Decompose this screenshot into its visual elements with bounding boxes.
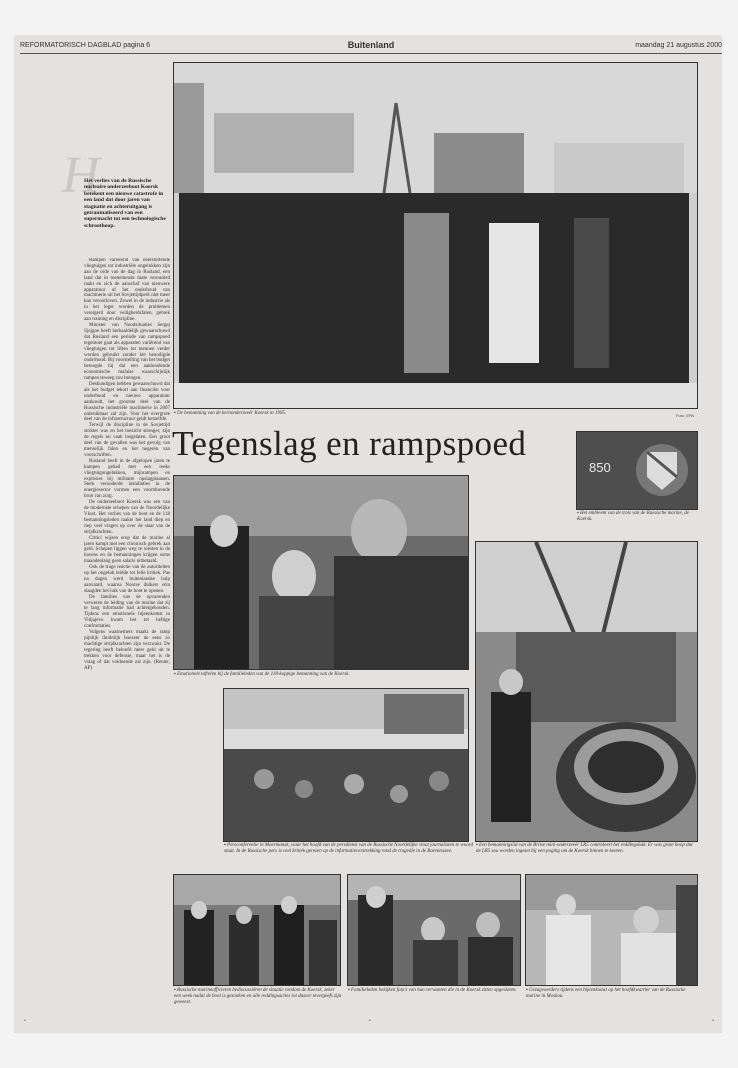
crew-photo-caption: ▪ De bemanning van de kernonderzeeër Koersk in 1995.	[174, 411, 287, 416]
drop-cap: H	[62, 147, 100, 204]
article-paragraph: Volgens waarnemers maakt de ramp pijnlijk duidelijk hoezeer de eens zo machtige strijdkrachten zijn verzwakt. De regering heeft beloofd meer geld uit te trekken voor defensie, maar het is de vraag of dat voldoende zal zijn. (Reuter, AP)	[84, 630, 170, 671]
page-header	[20, 40, 722, 54]
header-section: Buitenland	[347, 40, 395, 50]
header-paper-name: REFORMATORISCH DAGBLAD pagina 6	[20, 42, 151, 49]
crew-photo-image	[174, 63, 697, 408]
article-paragraph: Minister van Noodsituaties Sergej Sjojgoe heeft herhaaldelijk gewaarschuwd dat Rusland een periode van rampspoed tegemoet gaat als apparaten variërend van vliegtuigen tot liften tot mennen verder worden gebruikt zonder het benodigde onderhoud. Bij voorstelling van het budget betoogde hij dat een aanhoudende economische malaise waarschijnlijk rampen teweeg zou brengen.	[84, 322, 170, 382]
article-paragraph: Ook de trage reactie van de autoriteiten op het ongeluk leidde tot felle kritiek. Pas na dagen werd buitenlandse hulp aanvaard, waarna Noorse duikers erin slaagden het luik van de boot te openen.	[84, 565, 170, 594]
sailors-image	[526, 875, 697, 985]
footer-mark-right: •	[712, 1018, 714, 1024]
relatives-image	[174, 476, 468, 669]
footer-mark-center: •	[369, 1018, 371, 1024]
relatives-caption-text: Emotionele tafrelen bij de familieleden van de 118-koppige bemanning van de Koersk.	[177, 672, 350, 677]
emblem-photo	[576, 431, 698, 510]
article-body	[84, 258, 170, 1020]
press-caption-text: Persconferentie in Moermansk, waar het hoofd van de persdienst van de Russische Noordelijke vloot journalisten te woord staat. In de Russische pers is veel kritiek gerezen op de informatieverstrekking rond de tragedie in de Barentszzee.	[224, 843, 473, 854]
relatives-caption: ▪ Emotionele tafrelen bij de familieleden van de 118-koppige bemanning van de Koersk.	[174, 672, 350, 677]
emblem-hull-number: 850	[589, 460, 611, 475]
footer-mark-left: •	[24, 1018, 26, 1024]
lr5-caption-text: Een bemanningslid van de Britse mini-onderzeeër LR5 controleert het reddingsluik. Er was grote hoop dat de LR5 zou worden ingezet bij een poging om de Koersk binnen te komen.	[476, 843, 693, 854]
sailors-photo	[525, 874, 698, 986]
article-paragraph: De onderzeeboot Koersk was een van de modernste schepen van de Noordelijke Vloot. Het verlies van de boot en de 118 bemanningsleden raakte het land diep en riep veel vragen op over de staat van de strijdkrachten.	[84, 500, 170, 535]
relatives-photo	[173, 475, 469, 670]
crew-photo-credit: Foto: EPA	[676, 413, 694, 418]
families-photo	[347, 874, 521, 986]
officers-image	[174, 875, 340, 985]
article-paragraph: Terwijl de discipline in de Sovjettijd strikter was en het toezicht strenger, zijn de regels nu vaak losgelaten. Een groot deel van de gevallen was het gevolg van menselijk falen en het negeren van voorschriften.	[84, 423, 170, 458]
headline: Tegenslag en rampspoed	[172, 424, 527, 463]
officers-photo	[173, 874, 341, 986]
article-lead: Het verlies van de Russische nucleaire onderzeeboot Koersk betekent een nieuwe catastrofe in een land dat door jaren van stagnatie en achteruitgang is getraumatiseerd van een supermacht tot een technologische schroothoop.	[84, 178, 166, 229]
officers-caption-text: Russische marineofficieren bediscussiëren de situatie rondom de Koersk, zeker een week nadat de boot is gezonken en alle reddingsacties tot dusver tevergeefs zijn geweest.	[174, 988, 342, 1005]
sailors-caption: ▪ Gezagvoerders tijdens een bijeenkomst op het hoofdkwartier van de Russische marine in Moskou.	[526, 988, 686, 999]
emblem-caption: ▪ Het embleem van de trots van de Russische marine, de Koersk.	[577, 511, 689, 522]
emblem-caption-text: Het embleem van de trots van de Russische marine, de Koersk.	[577, 511, 689, 522]
article-paragraph: Critici wijzen erop dat de marine al jaren kampt met een chronisch gebrek aan geld. Schepen liggen weg te roesten in de havens en de bemanningen krijgen soms maandenlang geen salaris uitbetaald.	[84, 535, 170, 565]
crew-caption-text: De bemanning van de kernonderzeeër Koersk in 1995.	[177, 411, 287, 416]
press-caption: ▪ Persconferentie in Moermansk, waar het hoofd van de persdienst van de Russische Noordelijke vloot journalisten te woord staat. In de Russische pers is veel kritiek gerezen op de informatieverstrekking rond de tragedie in de Barentszzee.	[224, 843, 473, 854]
sailors-caption-text: Gezagvoerders tijdens een bijeenkomst op het hoofdkwartier van de Russische marine in Moskou.	[526, 988, 686, 999]
press-photo	[223, 688, 469, 842]
officers-caption: ▪ Russische marineofficieren bediscussiëren de situatie rondom de Koersk, zeker een week nadat de boot is gezonken en alle reddingsacties tot dusver tevergeefs zijn geweest.	[174, 988, 342, 1005]
families-caption-text: Familieleden bekijken foto's van hun verwanten die in de Koersk zitten opgesloten.	[351, 988, 517, 993]
lr5-image	[476, 542, 697, 841]
header-date: maandag 21 augustus 2000	[635, 42, 722, 49]
article-paragraph: Rusland heeft in de afgelopen jaren te kampen gehad met een reeks vliegtuigongelukken, mijnrampen en explosies bij militaire opslagplaatsen. Sterk verouderde installaties in de energiesector vormen een voortdurende bron van zorg.	[84, 458, 170, 500]
article-paragraph: Deskundigen hebben gewaarschuwd dat als het budget tekort aan financiën voor onderhoud en nieuwe apparatuur aanhoudt, het grootste deel van de Russische industriële machinerie in 2007 onbruikbaar zal zijn. Voor het overgrote deel van de infrastructuur geldt hetzelfde.	[84, 382, 170, 423]
families-caption: ▪ Familieleden bekijken foto's van hun verwanten die in de Koersk zitten opgesloten.	[348, 988, 517, 993]
press-image	[224, 689, 468, 841]
families-image	[348, 875, 520, 985]
article-paragraph: De families van de opvarenden verweten de leiding van de marine dat zij te lang informatie had achtergehouden. Tijdens een emotionele bijeenkomst in Vidjajevo kwam het tot heftige confrontaties.	[84, 594, 170, 630]
lr5-caption: ▪ Een bemanningslid van de Britse mini-onderzeeër LR5 controleert het reddingsluik. Er was grote hoop dat de LR5 zou worden ingezet bij een poging om de Koersk binnen te komen.	[476, 843, 693, 854]
lr5-photo	[475, 541, 698, 842]
crew-photo	[173, 62, 698, 409]
header-rule	[20, 53, 722, 54]
article-paragraph: Rampen variërend van neerstortende vliegtuigen tot industriële ongelukken zijn aan de orde van de dag in Rusland, een land dat in toenemende mate verouderd raakt en zich de aanschaf van nieuwere apparatuur of het onderhoud van machinerie uit het Sovjettijdperk niet meer kan veroorloven. Zowel in de industrie als in het leger worden de problemen verergerd door veiligheidsfalen, gebrek aan training en discipline.	[84, 258, 170, 323]
